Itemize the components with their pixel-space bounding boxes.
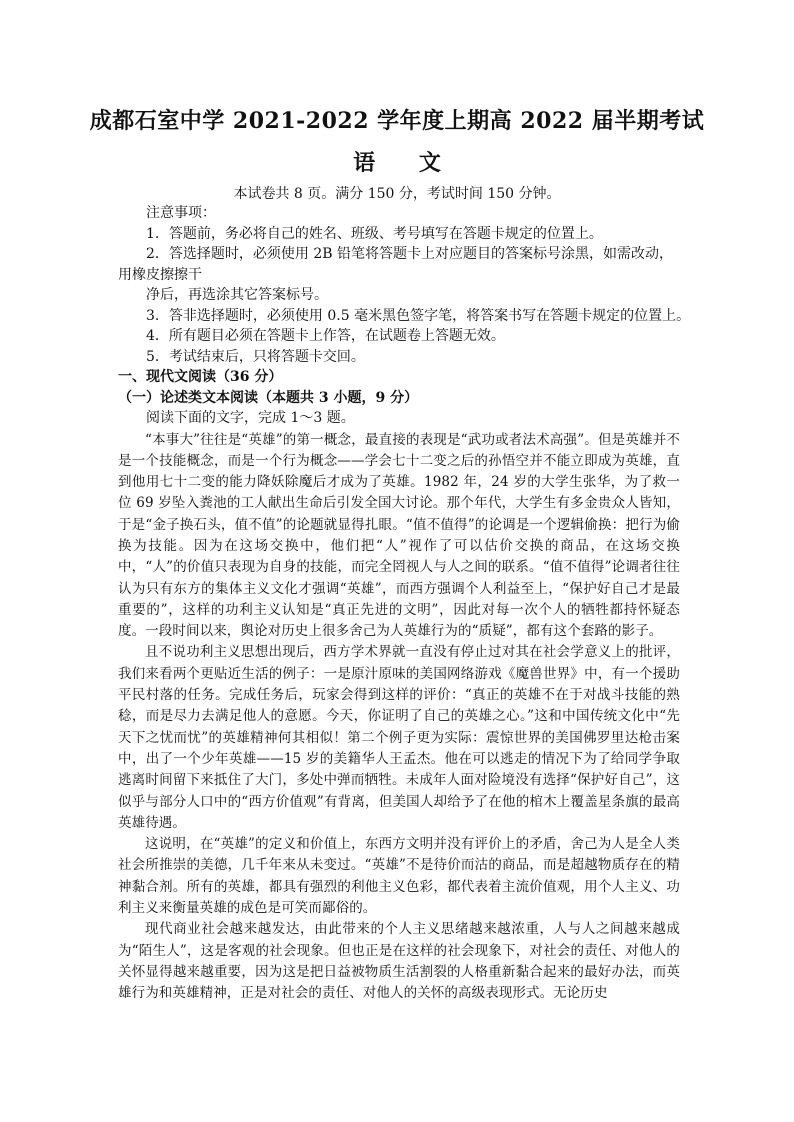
notice-item-4: 4．所有题目必须在答题卡上作答，在试题卷上答题无效。 xyxy=(146,328,505,344)
passage-paragraph-2: 且不说功利主义思想出现后，西方学术界就一直没有停止过对其在社会学意义上的批评，我们来看两个更贴近生活的例子：一是原汁原味的美国网络游戏《魔兽世界》中，有一个援助平民村落的任务。完成任务后，玩家会得到这样的评价：“真正的英雄不在于对战斗技能的熟稔，而是尽力去满足他人的意愿。今天，你证明了自己的英雄之心。”这和中国传统文化中“先天下之忧而忧”的英雄精神何其相似！第二个例子更为实际：震惊世界的美国佛罗里达枪击案中，出了一个少年英雄——15 岁的美籍华人王孟杰。他在可以逃走的情况下为了给同学争取逃离时间留下来抵住了大门，多处中弹而牺牲。未成年人面对险境没有选择“保护好自己”，这似乎与部分人口中的“西方价值观”有背离，但美国人却给予了在他的棺木上覆盖星条旗的最高英雄待遇。 xyxy=(118,644,680,831)
notice-item-3: 3．答非选择题时，必须使用 0.5 毫米黑色签字笔，将答案书写在答题卡规定的位置上。 xyxy=(146,307,691,324)
passage-paragraph-4: 现代商业社会越来越发达，由此带来的个人主义思绪越来越浓重，人与人之间越来越成为“陌生人”，这是客观的社会现象。但也正是在这样的社会现象下，对社会的责任、对他人的关怀显得越来越重要，因为这是把日益被物质生活割裂的人格重新黏合起来的最好办法，而英雄行为和英雄精神，正是对社会的责任、对他人的关怀的高级表现形式。无论历史 xyxy=(118,921,680,1002)
notice-item-2-line-1: 2．答选择题时，必须使用 2B 铅笔将答题卡上对应题目的答案标号涂黑，如需改动， xyxy=(146,246,674,262)
subsection-heading: （一）论述类文本阅读（本题共 3 小题，9 分） xyxy=(118,389,419,406)
notice-item-1: 1．答题前，务必将自己的姓名、班级、考号填写在答题卡规定的位置上。 xyxy=(146,225,603,242)
notice-item-5: 5．考试结束后，只将答题卡交回。 xyxy=(146,348,365,365)
passage-paragraph-3: 这说明，在“英雄”的定义和价值上，东西方文明并没有评价上的矛盾，舍己为人是全人类社会所推崇的美德，几千年来从未变过。“英雄”不是待价而沽的商品，而是超越物质存在的精神黏合剂。所有的英雄，都具有强烈的利他主义色彩，都代表着主流价值观，用个人主义、功利主义来衡量英雄的成色是可笑而鄙俗的。 xyxy=(118,836,680,917)
exam-content xyxy=(118,203,691,1005)
subject-title: 语 文 xyxy=(353,150,459,176)
reading-instruction: 阅读下面的文字，完成 1～3 题。 xyxy=(146,410,355,426)
exam-info: 本试卷共 8 页。满分 150 分，考试时间 150 分钟。 xyxy=(233,186,561,202)
notice-item-2-line-2: 用橡皮擦擦干 xyxy=(118,266,202,283)
notice-heading: 注意事项： xyxy=(146,205,216,221)
reading-passage xyxy=(118,430,680,1005)
section-heading: 一、现代文阅读（36 分） xyxy=(118,369,283,385)
notice-item-2-line-3: 净后，再选涂其它答案标号。 xyxy=(146,287,328,303)
passage-paragraph-1: “本事大”往往是“英雄”的第一概念，最直接的表现是“武功或者法术高强”。但是英雄并不是一个技能概念，而是一个行为概念——学会七十二变之后的孙悟空并不能立即成为英雄，直到他用七十二变的能力降妖除魔后才成为了英雄。1982 年，24 岁的大学生张华，为了救一位 69 岁坠入粪池的工人献出生命后引发全国大讨论。那个年代，大学生有多金贵众人皆知，于是“金子换石头，值不值”的论题就显得扎眼。“值不值得”的论调是一个逻辑偷换：把行为偷换为技能。因为在这场交换中，他们把“人”视作了可以估价交换的商品，在这场交换中，“人”的价值只表现为自身的技能，而完全罔视人与人之间的联系。“值不值得”论调者往往认为只有东方的集体主义文化才强调“英雄”，而西方强调个人利益至上，“保护好自己才是最重要的”，这样的功利主义认知是“真正先进的文明”，因此对每一次个人的牺牲都持怀疑态度。一段时间以来，舆论对历史上很多舍己为人英雄行为的“质疑”，都有这个套路的影子。 xyxy=(118,431,680,640)
exam-title: 成都石室中学 2021-2022 学年度上期高 2022 届半期考试 xyxy=(89,108,705,134)
